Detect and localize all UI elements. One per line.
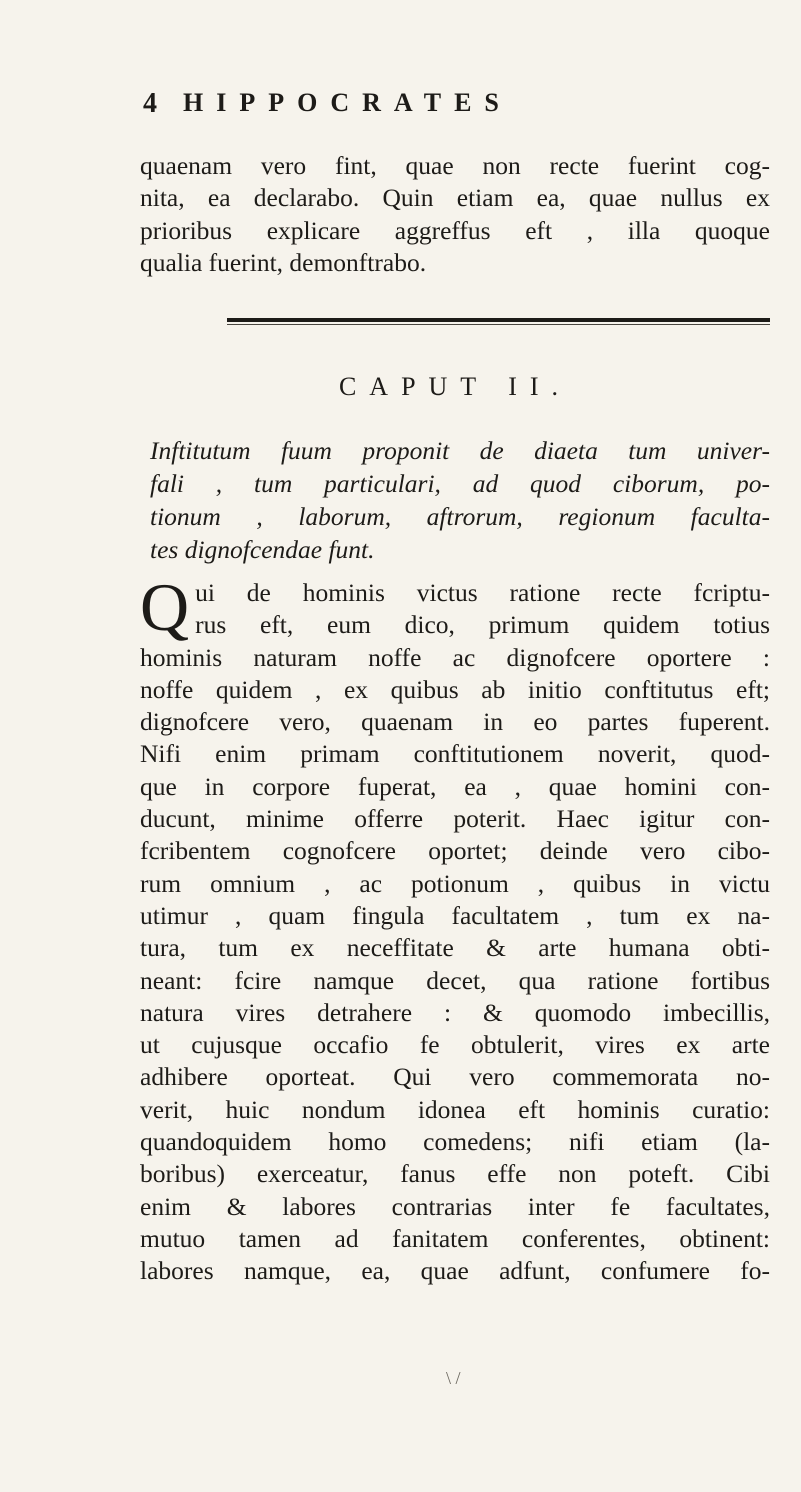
text-line: ducunt, minime offerre poterit. Haec igitur con-	[140, 804, 770, 834]
running-head	[143, 88, 663, 128]
summary-line: fali , tum particulari, ad quod ciborum, po-	[150, 469, 770, 498]
text-line: boribus) exerceatur, fanus effe non poteft. Cibi	[140, 1159, 770, 1189]
summary-line: Inftitutum fuum proponit de diaeta tum univer-	[150, 436, 770, 465]
intro-paragraph	[140, 150, 770, 279]
chapter-summary	[150, 434, 770, 566]
text-line: que in corpore fuperat, ea , quae homini con-	[140, 771, 770, 801]
chapter-heading: CAPUT II.	[338, 372, 572, 401]
text-line: prioribus explicare aggreffus eft , illa quoque	[140, 215, 770, 245]
summary-line: tionum , laborum, aftrorum, regionum faculta-	[150, 502, 770, 531]
text-line: verit, huic nondum idonea eft hominis curatio:	[140, 1094, 770, 1124]
text-line: ut cujusque occafio fe obtulerit, vires ex arte	[140, 1030, 770, 1060]
text-line: tura, tum ex neceffitate & arte humana obti-	[140, 933, 770, 963]
text-line: noffe quidem , ex quibus ab initio conftitutus eft;	[140, 674, 770, 704]
text-line: neant: fcire namque decet, qua ratione fortibus	[140, 965, 770, 995]
text-line: qualia fuerint, demonftrabo.	[140, 247, 427, 277]
text-line: mutuo tamen ad fanitatem conferentes, obtinent:	[140, 1223, 770, 1253]
drop-initial: Q	[140, 569, 190, 645]
text-line: adhibere oporteat. Qui vero commemorata no-	[140, 1062, 770, 1092]
page-number: 4	[143, 88, 157, 119]
footer-mark: \ /	[446, 1368, 461, 1388]
text-line: enim & labores contrarias inter fe facultates,	[140, 1191, 770, 1221]
text-line: dignofcere vero, quaenam in eo partes fuperent.	[140, 707, 770, 737]
summary-line: tes dignofcendae funt.	[150, 535, 375, 564]
running-title: HIPPOCRATES	[183, 88, 512, 117]
text-line: nita, ea declarabo. Quin etiam ea, quae nullus ex	[140, 183, 770, 213]
text-line: quandoquidem homo comedens; nifi etiam (la-	[140, 1127, 770, 1157]
text-line: ui de hominis victus ratione recte fcriptu-	[195, 578, 770, 607]
text-line: rum omnium , ac potionum , quibus in victu	[140, 868, 770, 898]
text-line: rus eft, eum dico, primum quidem totius	[195, 610, 770, 640]
section-divider	[227, 318, 770, 322]
main-paragraph	[140, 569, 770, 1288]
text-line: hominis naturam noffe ac dignofcere oportere :	[140, 642, 770, 672]
text-line: fcribentem cognofcere oportet; deinde vero cibo-	[140, 836, 770, 866]
text-line: quaenam vero fint, quae non recte fuerint cog-	[140, 151, 770, 180]
section-divider-thin	[227, 324, 770, 325]
text-line: labores namque, ea, quae adfunt, confumere fo-	[140, 1256, 770, 1286]
text-line: natura vires detrahere : & quomodo imbecillis,	[140, 997, 770, 1027]
text-line: utimur , quam fingula facultatem , tum ex na-	[140, 900, 770, 930]
text-line: Nifi enim primam conftitutionem noverit, quod-	[140, 739, 770, 769]
